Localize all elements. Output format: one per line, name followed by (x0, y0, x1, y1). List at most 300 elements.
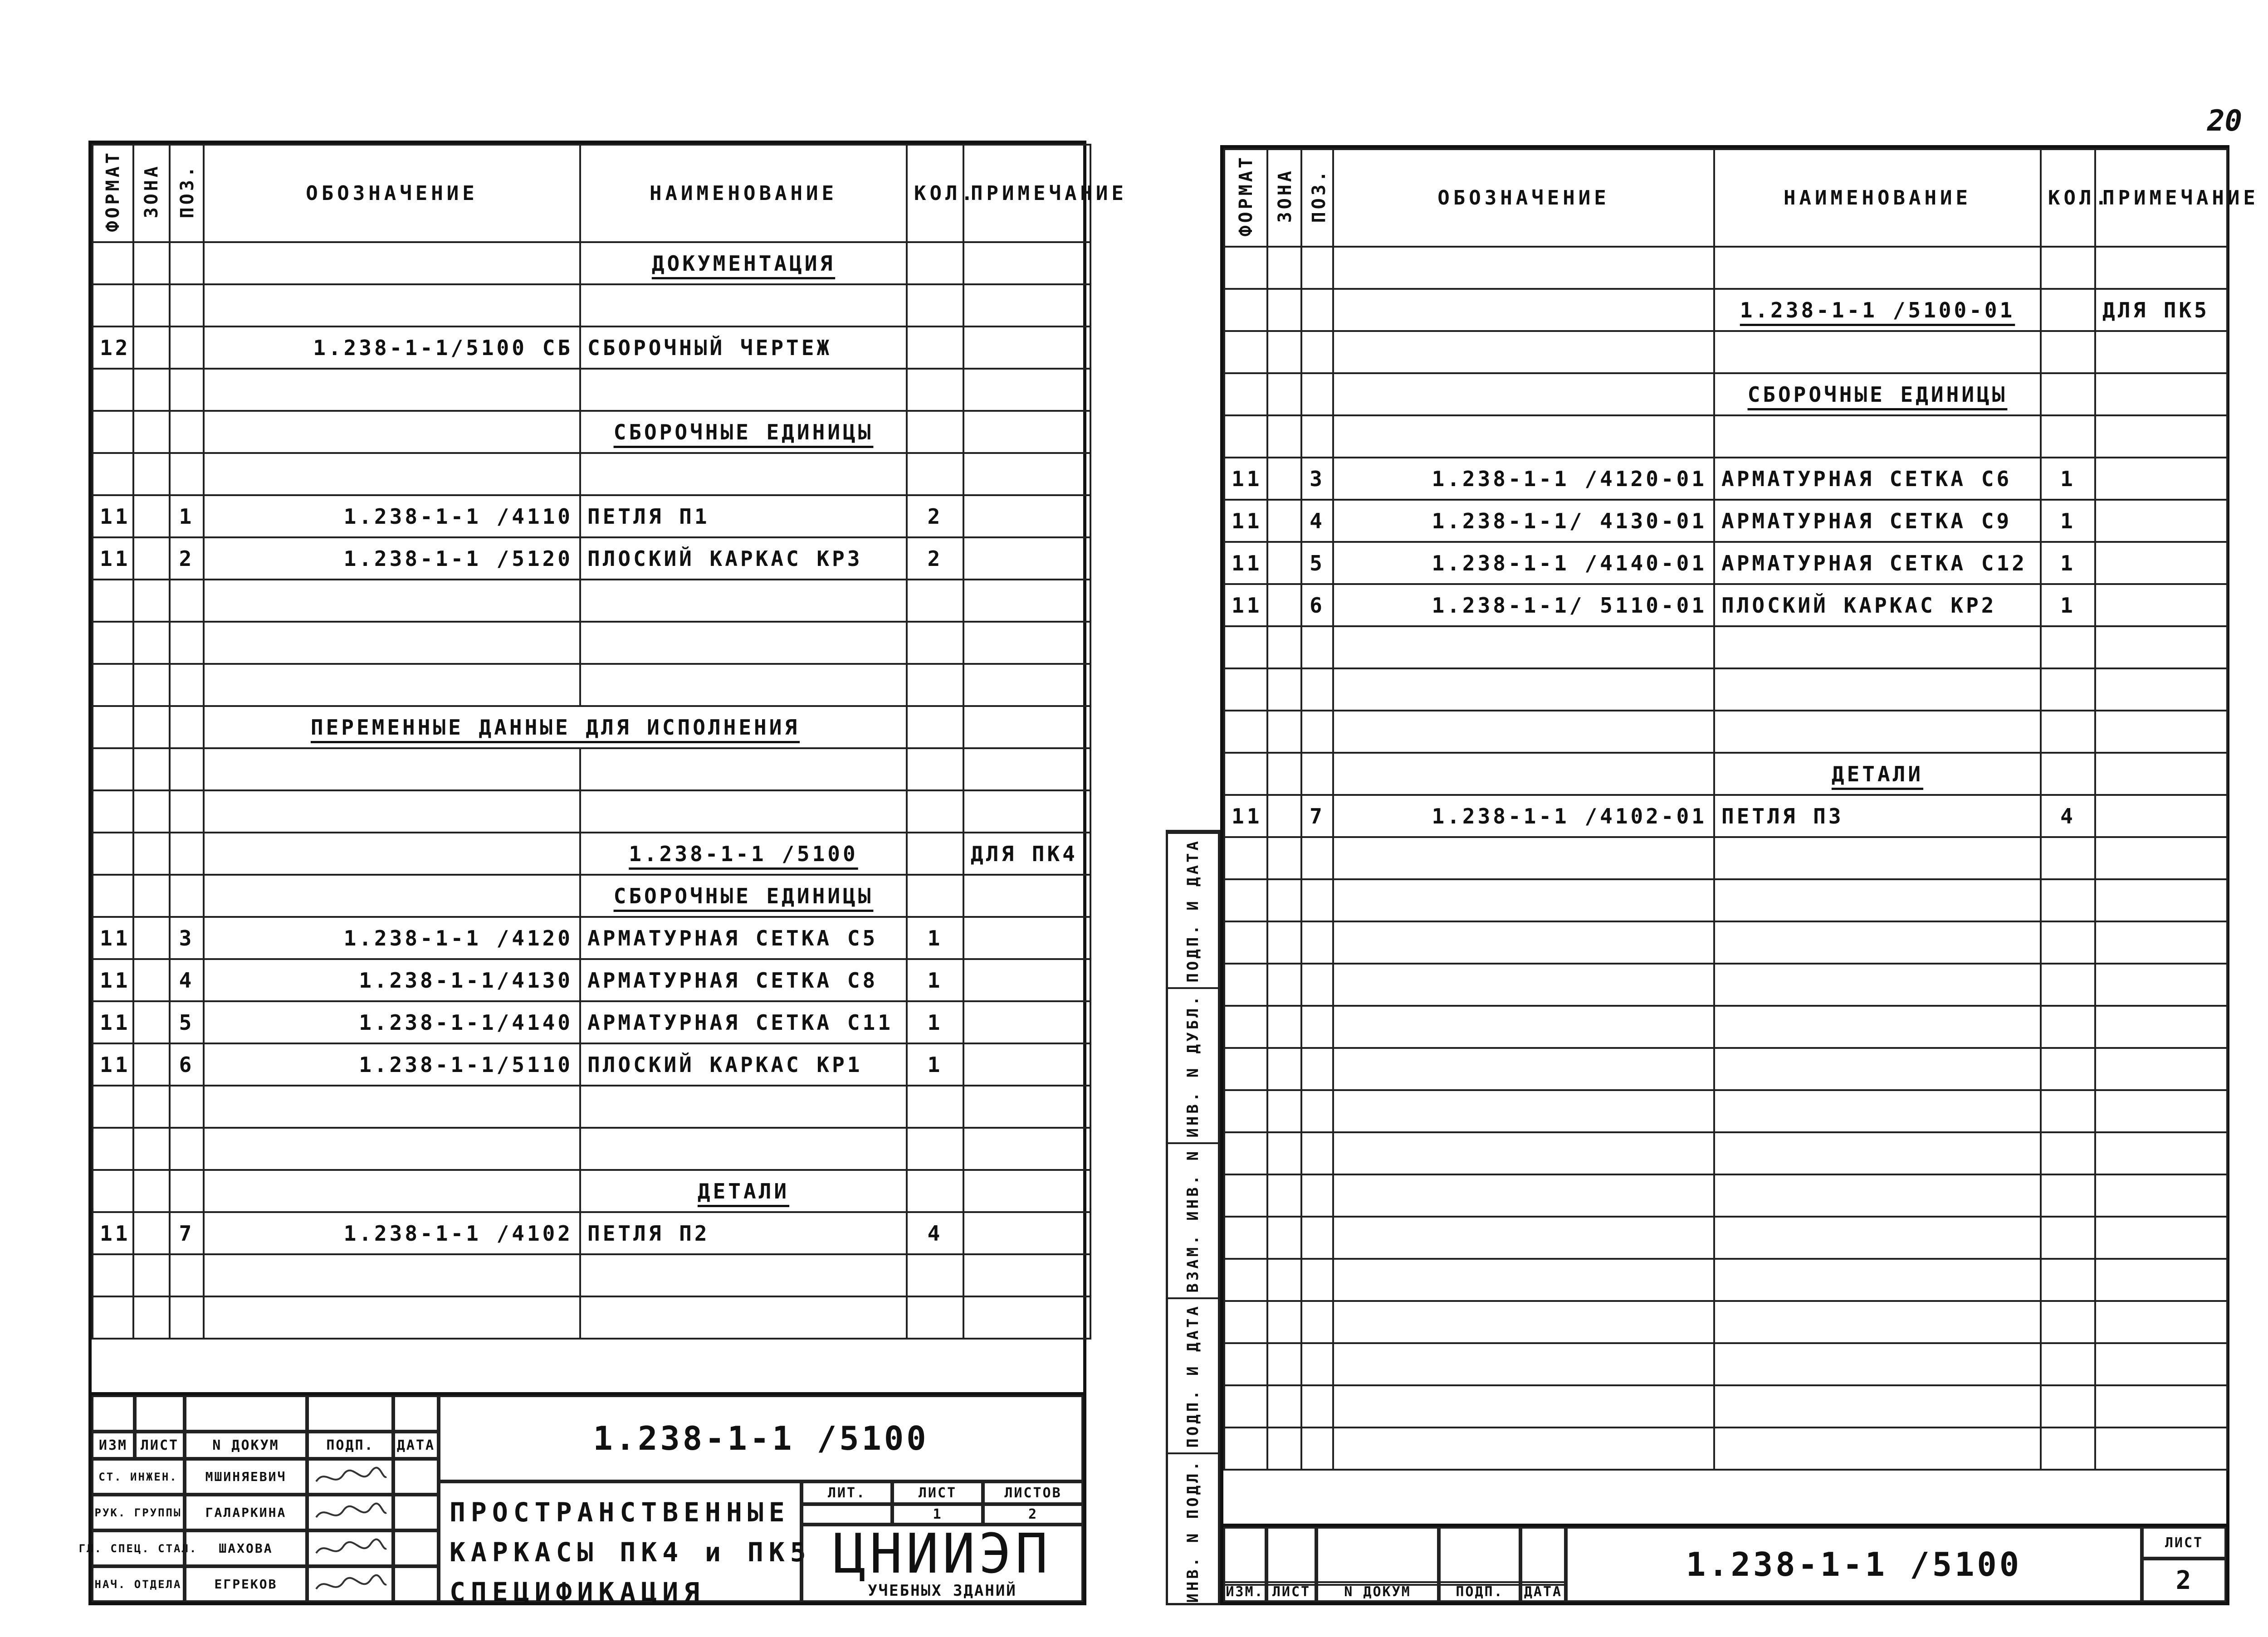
cell-format (93, 748, 133, 790)
cell-format: 11 (1224, 542, 1267, 584)
cell-designation: 1.238-1-1/4140 (204, 1001, 580, 1043)
right-sheet (1220, 145, 2259, 1605)
cell-note (963, 917, 1090, 959)
cell-qty (907, 1254, 963, 1296)
cell-designation (1333, 1006, 1714, 1048)
cell-designation: 1.238-1-1 /4140-01 (1333, 542, 1714, 584)
cell-zone (1267, 1174, 1301, 1217)
cell-qty (907, 242, 963, 284)
cell-pos (170, 1086, 204, 1128)
cell-designation (1333, 964, 1714, 1006)
cell-note (963, 664, 1090, 706)
cell-note (963, 411, 1090, 453)
cell-qty (2041, 1259, 2095, 1301)
table-row (93, 622, 1090, 664)
cell-format (1224, 1385, 1267, 1428)
cell-note (963, 1043, 1090, 1086)
cell-designation: 1.238-1-1 /4110 (204, 495, 580, 537)
cell-name (580, 284, 907, 326)
cell-name (1714, 1048, 2041, 1090)
cell-zone (1267, 1132, 1301, 1174)
cell-zone (1267, 626, 1301, 668)
cell-zone (1267, 1048, 1301, 1090)
left-spec-table (92, 144, 1127, 1340)
cell-qty: 1 (907, 1043, 963, 1086)
cell-note (2095, 753, 2227, 795)
cell-name: ДЕТАЛИ (1714, 753, 2041, 795)
table-row (1224, 1132, 2227, 1174)
cell-format (93, 790, 133, 833)
side-stamp-field (1168, 987, 1218, 1142)
cell-pos: 5 (1301, 542, 1333, 584)
table-row (1224, 964, 2227, 1006)
cell-pos (1301, 1217, 1333, 1259)
cell-zone (1267, 500, 1301, 542)
cell-note (2095, 458, 2227, 500)
cell-qty (907, 369, 963, 411)
side-stamp-field (1168, 1452, 1218, 1608)
cell-name: ДОКУМЕНТАЦИЯ (580, 242, 907, 284)
cell-note (2095, 331, 2227, 373)
cell-name (1714, 1217, 2041, 1259)
table-row (93, 369, 1090, 411)
cell-pos (170, 706, 204, 748)
cell-pos (1301, 1259, 1333, 1301)
cell-format (1224, 1259, 1267, 1301)
cell-pos (170, 1128, 204, 1170)
cell-format: 11 (1224, 500, 1267, 542)
cell-designation (204, 411, 580, 453)
table-row (1224, 837, 2227, 879)
tb-title-line-3: СПЕЦИФИКАЦИЯ (450, 1577, 705, 1608)
table-row (93, 1086, 1090, 1128)
cell-qty (2041, 1006, 2095, 1048)
table-row (93, 790, 1090, 833)
cell-designation (1333, 1048, 1714, 1090)
cell-zone (133, 1043, 170, 1086)
role-signature (307, 1459, 393, 1495)
side-stamp-label: ИНВ. N ПОДЛ. (1184, 1459, 1202, 1603)
cell-pos (170, 326, 204, 369)
cell-qty: 1 (2041, 458, 2095, 500)
cell-zone (133, 790, 170, 833)
cell-note (2095, 668, 2227, 711)
cell-note (2095, 1217, 2227, 1259)
cell-note (963, 326, 1090, 369)
tb-left-listov-value: 2 (983, 1504, 1083, 1525)
cell-format (1224, 373, 1267, 415)
cell-format (93, 580, 133, 622)
col-zone: ЗОНА (1267, 149, 1301, 247)
cell-name (1714, 921, 2041, 964)
cell-pos (170, 875, 204, 917)
table-row (1224, 373, 2227, 415)
cell-format (93, 1254, 133, 1296)
cell-qty (2041, 289, 2095, 331)
cell-note (2095, 1428, 2227, 1470)
table-row (1224, 289, 2227, 331)
cell-note (2095, 626, 2227, 668)
cell-designation (1333, 1259, 1714, 1301)
cell-pos (1301, 626, 1333, 668)
cell-zone (1267, 331, 1301, 373)
cell-zone (133, 917, 170, 959)
tb-right-col-podp: ПОДП. (1439, 1581, 1520, 1602)
cell-note (2095, 1174, 2227, 1217)
table-row (1224, 1217, 2227, 1259)
cell-pos (170, 748, 204, 790)
cell-name (580, 1128, 907, 1170)
cell-zone (1267, 753, 1301, 795)
table-row (93, 580, 1090, 622)
tb-right-col-ndok: N ДОКУМ (1316, 1581, 1439, 1602)
cell-pos (170, 242, 204, 284)
cell-pos: 3 (1301, 458, 1333, 500)
cell-designation: 1.238-1-1/ 4130-01 (1333, 500, 1714, 542)
cell-pos (170, 369, 204, 411)
cell-zone (133, 706, 170, 748)
col-qty: КОЛ. (2041, 149, 2095, 247)
cell-pos (170, 622, 204, 664)
cell-note (963, 1001, 1090, 1043)
col-note: ПРИМЕЧАНИЕ (963, 145, 1090, 242)
table-row (93, 284, 1090, 326)
cell-format (93, 411, 133, 453)
cell-zone (1267, 584, 1301, 626)
tb-left-grid-2 (135, 1395, 185, 1432)
cell-name (1714, 1385, 2041, 1428)
table-row (1224, 542, 2227, 584)
cell-pos (1301, 879, 1333, 921)
cell-designation (1333, 1090, 1714, 1132)
cell-designation (204, 664, 580, 706)
cell-note (2095, 542, 2227, 584)
cell-designation (204, 369, 580, 411)
cell-qty (2041, 668, 2095, 711)
cell-qty (2041, 1090, 2095, 1132)
table-row (1224, 626, 2227, 668)
cell-note (2095, 1006, 2227, 1048)
cell-format (1224, 964, 1267, 1006)
cell-designation (1333, 1385, 1714, 1428)
cell-name (1714, 1428, 2041, 1470)
table-row (1224, 415, 2227, 458)
cell-pos (170, 790, 204, 833)
right-header-row (1224, 149, 2227, 247)
cell-name (1714, 626, 2041, 668)
cell-name (1714, 964, 2041, 1006)
cell-designation (1333, 753, 1714, 795)
cell-name: СБОРОЧНЫЙ ЧЕРТЕЖ (580, 326, 907, 369)
role-date (393, 1495, 439, 1530)
cell-zone (1267, 1090, 1301, 1132)
cell-pos (1301, 753, 1333, 795)
page-number: 20 (2207, 104, 2242, 138)
col-name: НАИМЕНОВАНИЕ (580, 145, 907, 242)
cell-name: ПЕТЛЯ П3 (1714, 795, 2041, 837)
cell-pos (1301, 711, 1333, 753)
left-header-row (93, 145, 1090, 242)
cell-designation (204, 453, 580, 495)
cell-note (2095, 711, 2227, 753)
cell-qty: 1 (2041, 500, 2095, 542)
cell-zone (1267, 668, 1301, 711)
cell-pos (1301, 1090, 1333, 1132)
table-row (1224, 1090, 2227, 1132)
cell-zone (1267, 458, 1301, 500)
role-name: ШАХОВА (185, 1530, 307, 1566)
cell-name (580, 453, 907, 495)
cell-designation: 1.238-1-1/4130 (204, 959, 580, 1001)
side-stamp-label: ПОДП. И ДАТА (1184, 838, 1202, 983)
cell-note (963, 622, 1090, 664)
cell-format (1224, 1217, 1267, 1259)
role-label: РУК. ГРУППЫ (92, 1495, 185, 1530)
cell-designation (204, 875, 580, 917)
table-row (1224, 753, 2227, 795)
cell-note (963, 875, 1090, 917)
cell-qty (2041, 837, 2095, 879)
role-signature (307, 1530, 393, 1566)
cell-designation (1333, 921, 1714, 964)
col-qty: КОЛ. (907, 145, 963, 242)
cell-qty (907, 875, 963, 917)
tb-right-grid-2 (1266, 1527, 1316, 1586)
cell-format (93, 622, 133, 664)
cell-qty: 1 (907, 959, 963, 1001)
cell-designation (204, 748, 580, 790)
role-name: МШИНЯЕВИЧ (185, 1459, 307, 1495)
col-pos: ПОЗ. (1301, 149, 1333, 247)
table-row (1224, 1385, 2227, 1428)
cell-format (1224, 331, 1267, 373)
cell-qty (2041, 753, 2095, 795)
cell-designation (1333, 331, 1714, 373)
cell-note (963, 1170, 1090, 1212)
cell-pos: 6 (170, 1043, 204, 1086)
cell-name: АРМАТУРНАЯ СЕТКА С6 (1714, 458, 2041, 500)
table-row (1224, 1006, 2227, 1048)
cell-pos: 7 (170, 1212, 204, 1254)
cell-qty (2041, 711, 2095, 753)
table-row (93, 495, 1090, 537)
cell-note (2095, 1301, 2227, 1343)
cell-format: 11 (93, 537, 133, 580)
cell-format (1224, 1048, 1267, 1090)
cell-format (1224, 415, 1267, 458)
left-sheet (88, 141, 1127, 1605)
right-title-block (1220, 1524, 2229, 1605)
side-stamp-label: ПОДП. И ДАТА (1184, 1304, 1202, 1448)
cell-name: 1.238-1-1 /5100 (580, 833, 907, 875)
cell-name (1714, 711, 2041, 753)
cell-note (963, 959, 1090, 1001)
cell-note (2095, 500, 2227, 542)
tb-right-grid-3 (1316, 1527, 1439, 1586)
cell-name: АРМАТУРНАЯ СЕТКА С9 (1714, 500, 2041, 542)
cell-designation: 1.238-1-1 /5120 (204, 537, 580, 580)
cell-zone (133, 1254, 170, 1296)
cell-designation (1333, 1217, 1714, 1259)
cell-pos (170, 1170, 204, 1212)
tb-right-col-izm: ИЗМ. (1223, 1581, 1266, 1602)
cell-name: ПЛОСКИЙ КАРКАС КР3 (580, 537, 907, 580)
cell-name (580, 1086, 907, 1128)
right-spec-body (1224, 247, 2227, 1470)
cell-designation (1333, 1174, 1714, 1217)
cell-note: ДЛЯ ПК4 (963, 833, 1090, 875)
cell-pos: 4 (1301, 500, 1333, 542)
cell-zone (1267, 373, 1301, 415)
cell-name (1714, 1090, 2041, 1132)
cell-name (1714, 1174, 2041, 1217)
cell-format (1224, 1428, 1267, 1470)
table-row (93, 664, 1090, 706)
cell-note (963, 1086, 1090, 1128)
cell-qty: 2 (907, 495, 963, 537)
cell-name: АРМАТУРНАЯ СЕТКА С8 (580, 959, 907, 1001)
table-row (1224, 1428, 2227, 1470)
cell-qty (907, 580, 963, 622)
cell-designation (204, 284, 580, 326)
cell-name (1714, 415, 2041, 458)
table-row (1224, 1048, 2227, 1090)
cell-qty (2041, 331, 2095, 373)
table-row (1224, 458, 2227, 500)
table-row (1224, 668, 2227, 711)
cell-name (580, 1254, 907, 1296)
cell-name (1714, 1259, 2041, 1301)
cell-name: 1.238-1-1 /5100-01 (1714, 289, 2041, 331)
tb-left-org (802, 1522, 1083, 1602)
cell-pos: 3 (170, 917, 204, 959)
table-row (93, 1170, 1090, 1212)
table-row (1224, 879, 2227, 921)
cell-zone (133, 242, 170, 284)
cell-format (93, 1296, 133, 1339)
cell-name (1714, 1343, 2041, 1385)
table-row (93, 1043, 1090, 1086)
cell-format (1224, 247, 1267, 289)
cell-zone (1267, 247, 1301, 289)
cell-qty (2041, 1174, 2095, 1217)
cell-designation (1333, 247, 1714, 289)
cell-pos: 6 (1301, 584, 1333, 626)
cell-note (2095, 1090, 2227, 1132)
cell-zone (1267, 921, 1301, 964)
cell-note (2095, 373, 2227, 415)
cell-zone (1267, 289, 1301, 331)
cell-name: ПЕТЛЯ П2 (580, 1212, 907, 1254)
cell-designation (204, 622, 580, 664)
cell-zone (1267, 415, 1301, 458)
role-date (393, 1566, 439, 1602)
cell-designation (1333, 668, 1714, 711)
cell-designation (204, 833, 580, 875)
table-row (93, 453, 1090, 495)
role-signature (307, 1495, 393, 1530)
tb-right-list-label: ЛИСТ (2142, 1527, 2226, 1559)
cell-zone (1267, 795, 1301, 837)
table-row (93, 242, 1090, 284)
cell-note (963, 790, 1090, 833)
cell-name (1714, 1132, 2041, 1174)
cell-designation (1333, 415, 1714, 458)
org-subtitle: УЧЕБНЫХ ЗДАНИЙ (868, 1581, 1017, 1600)
side-stamp-field (1168, 1142, 1218, 1297)
tb-left-list-value: 1 (892, 1504, 983, 1525)
cell-note (963, 580, 1090, 622)
cell-format: 11 (93, 1212, 133, 1254)
cell-zone (133, 622, 170, 664)
cell-zone (133, 453, 170, 495)
cell-qty (2041, 1217, 2095, 1259)
cell-note (963, 537, 1090, 580)
cell-designation (1333, 711, 1714, 753)
cell-format (1224, 289, 1267, 331)
cell-note (2095, 247, 2227, 289)
cell-qty (907, 1086, 963, 1128)
cell-qty (907, 326, 963, 369)
cell-zone (133, 875, 170, 917)
cell-note (963, 1296, 1090, 1339)
cell-zone (1267, 1343, 1301, 1385)
cell-format (1224, 921, 1267, 964)
cell-name (1714, 668, 2041, 711)
cell-qty (2041, 1428, 2095, 1470)
cell-format (1224, 711, 1267, 753)
cell-pos (1301, 1132, 1333, 1174)
cell-note (963, 284, 1090, 326)
table-row (93, 959, 1090, 1001)
tb-left-col-izm: ИЗМ (92, 1432, 135, 1459)
role-signature (307, 1566, 393, 1602)
cell-pos: 1 (170, 495, 204, 537)
cell-qty (907, 1296, 963, 1339)
cell-note (2095, 1385, 2227, 1428)
cell-qty (2041, 1343, 2095, 1385)
cell-designation (204, 1086, 580, 1128)
cell-name: ПЛОСКИЙ КАРКАС КР1 (580, 1043, 907, 1086)
tb-right-code: 1.238-1-1 /5100 (1566, 1527, 2142, 1602)
tb-left-grid-3 (185, 1395, 307, 1432)
right-side-stamp (1166, 830, 1220, 1605)
table-row (93, 833, 1090, 875)
cell-designation (204, 790, 580, 833)
col-designation: ОБОЗНАЧЕНИЕ (204, 145, 580, 242)
cell-qty (907, 833, 963, 875)
cell-format (1224, 668, 1267, 711)
cell-designation: 1.238-1-1/5100 СБ (204, 326, 580, 369)
cell-pos (170, 411, 204, 453)
role-label: ГЛ. СПЕЦ. СТАЛ. (92, 1530, 185, 1566)
cell-qty (2041, 964, 2095, 1006)
tb-right-grid-1 (1223, 1527, 1266, 1586)
cell-designation (204, 580, 580, 622)
role-label: НАЧ. ОТДЕЛА (92, 1566, 185, 1602)
tb-left-title (439, 1481, 811, 1608)
cell-designation: 1.238-1-1 /4120 (204, 917, 580, 959)
table-row (93, 1001, 1090, 1043)
cell-pos (170, 833, 204, 875)
cell-designation: 1.238-1-1/5110 (204, 1043, 580, 1086)
table-row (93, 411, 1090, 453)
cell-qty (907, 706, 963, 748)
cell-pos (1301, 415, 1333, 458)
table-row (93, 1128, 1090, 1170)
cell-format: 11 (93, 1001, 133, 1043)
table-row (93, 917, 1090, 959)
